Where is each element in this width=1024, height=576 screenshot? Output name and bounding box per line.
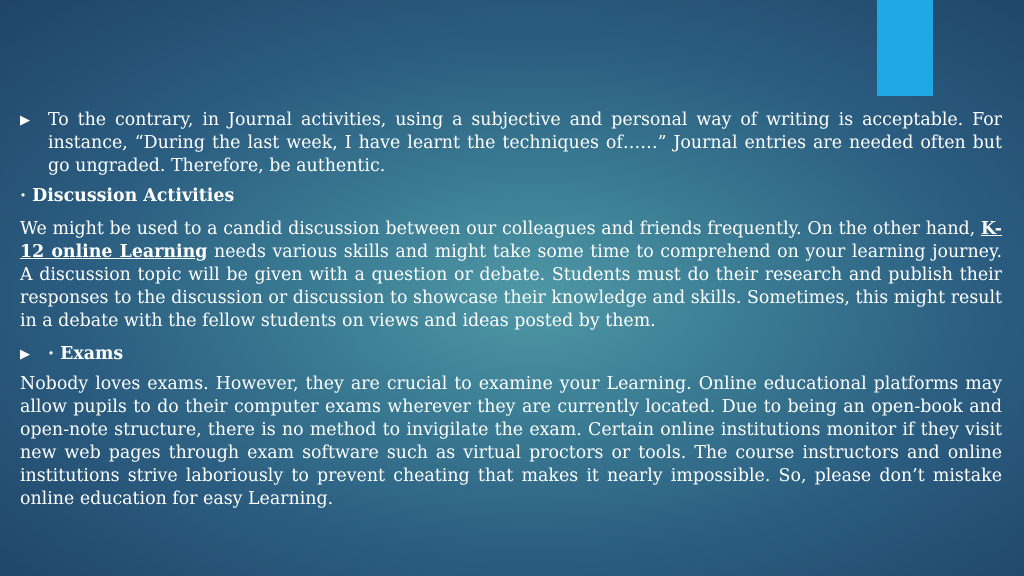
k12-online-learning-link[interactable]: K-12 online Learning xyxy=(20,219,1002,262)
discussion-paragraph xyxy=(20,218,1002,333)
journal-bullet xyxy=(20,109,1002,178)
discussion-heading: · Discussion Activities xyxy=(20,186,235,206)
discussion-text-end: needs various skills and might take some time to comprehend on your learning journey. A discussion topic will be given with a question or debate. Students must do their research and publish their responses to the discussion or discussion to showcase their knowledge and skills. Sometimes, this might result in a debate with the fellow students on views and ideas posted by them. xyxy=(20,242,1002,331)
journal-text: To the contrary, in Journal activities, using a subjective and personal way of writing is acceptable. For instance, “During the last week, I have learnt the techniques of……” Journal entries are needed often but go ungraded. Therefore, be authentic. xyxy=(48,110,1002,176)
accent-bar xyxy=(877,0,933,96)
slide-content xyxy=(20,109,1002,521)
exams-paragraph: Nobody loves exams. However, they are crucial to examine your Learning. Online educational platforms may allow pupils to do their computer exams wherever they are currently located. Due to being an open-book and open-note structure, there is no method to invigilate the exam. Certain online institutions monitor if they visit new web pages through exam software such as virtual proctors or tools. The course instructors and online institutions strive laboriously to prevent cheating that makes it nearly impossible. So, please don’t mistake online education for easy Learning. xyxy=(20,374,1002,509)
exams-heading: · Exams xyxy=(48,344,124,364)
arrow-bullet-icon: ▶ xyxy=(20,113,30,128)
exams-bullet xyxy=(20,343,1002,366)
arrow-bullet-icon: ▶ xyxy=(20,347,30,362)
discussion-text-start: We might be used to a candid discussion between our colleagues and friends frequently. On the other hand, xyxy=(20,219,981,239)
